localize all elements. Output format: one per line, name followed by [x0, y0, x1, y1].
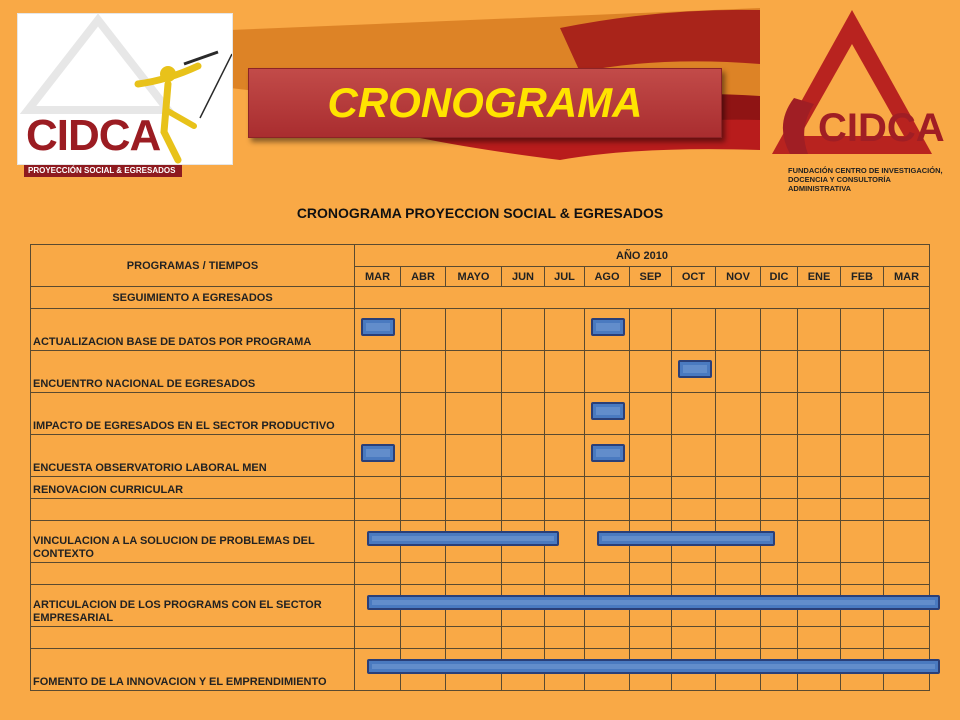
month-cell	[585, 351, 630, 393]
month-header: AGO	[585, 267, 630, 287]
month-cell	[630, 351, 672, 393]
month-cell	[401, 627, 446, 649]
month-cell	[355, 393, 401, 435]
month-cell	[798, 435, 841, 477]
spacer-label	[31, 627, 355, 649]
month-cell	[798, 393, 841, 435]
month-cell	[716, 435, 761, 477]
month-cell	[716, 477, 761, 499]
month-cell	[841, 563, 884, 585]
month-cell	[672, 351, 716, 393]
cidca-logo-left	[18, 14, 232, 175]
banner-title: CRONOGRAMA	[327, 79, 643, 126]
month-cell	[672, 477, 716, 499]
month-cell	[630, 649, 672, 691]
schedule-row	[31, 521, 930, 563]
schedule-row	[31, 627, 930, 649]
left-logo-word: CIDCA	[26, 111, 161, 160]
month-cell	[761, 309, 798, 351]
month-cell	[502, 585, 545, 627]
month-cell	[502, 627, 545, 649]
month-cell	[401, 585, 446, 627]
month-cell	[841, 477, 884, 499]
month-cell	[630, 585, 672, 627]
month-cell	[401, 499, 446, 521]
month-header: SEP	[630, 267, 672, 287]
month-cell	[355, 499, 401, 521]
month-cell	[502, 309, 545, 351]
activity-label: ENCUENTRO NACIONAL DE EGRESADOS	[31, 351, 355, 393]
right-logo-word: CIDCA	[818, 106, 945, 150]
month-cell	[545, 435, 585, 477]
month-cell	[761, 563, 798, 585]
schedule-row	[31, 563, 930, 585]
month-cell	[841, 649, 884, 691]
month-header: NOV	[716, 267, 761, 287]
month-cell	[630, 499, 672, 521]
month-header: ABR	[401, 267, 446, 287]
month-cell	[401, 477, 446, 499]
activity-label: RENOVACION CURRICULAR	[31, 477, 355, 499]
month-cell	[798, 521, 841, 563]
month-cell	[585, 393, 630, 435]
month-cell	[401, 351, 446, 393]
schedule-table	[30, 244, 930, 691]
month-cell	[545, 585, 585, 627]
month-cell	[761, 435, 798, 477]
month-cell	[884, 309, 930, 351]
month-header: MAYO	[446, 267, 502, 287]
month-cell	[446, 351, 502, 393]
month-header: OCT	[672, 267, 716, 287]
month-cell	[446, 499, 502, 521]
month-cell	[761, 477, 798, 499]
month-cell	[716, 499, 761, 521]
month-cell	[716, 585, 761, 627]
month-cell	[630, 477, 672, 499]
month-cell	[884, 563, 930, 585]
month-cell	[502, 649, 545, 691]
activity-label: IMPACTO DE EGRESADOS EN EL SECTOR PRODUCTIVO	[31, 393, 355, 435]
month-cell	[545, 627, 585, 649]
month-cell	[585, 435, 630, 477]
schedule-row	[31, 499, 930, 521]
month-cell	[761, 351, 798, 393]
section-seguimiento-egresados: SEGUIMIENTO A EGRESADOS	[31, 287, 355, 309]
schedule-row	[31, 649, 930, 691]
activity-label: ACTUALIZACION BASE DE DATOS POR PROGRAMA	[31, 309, 355, 351]
month-cell	[841, 351, 884, 393]
month-cell	[401, 435, 446, 477]
month-cell	[585, 477, 630, 499]
month-header: FEB	[841, 267, 884, 287]
month-header: MAR	[884, 267, 930, 287]
month-cell	[630, 563, 672, 585]
spacer-label	[31, 499, 355, 521]
left-logo-tagline: PROYECCIÓN SOCIAL & EGRESADOS	[24, 165, 182, 177]
month-cell	[401, 309, 446, 351]
month-header: JUN	[502, 267, 545, 287]
month-cell	[502, 477, 545, 499]
month-cell	[716, 627, 761, 649]
month-cell	[545, 499, 585, 521]
month-cell	[585, 499, 630, 521]
month-cell	[446, 521, 502, 563]
month-cell	[585, 521, 630, 563]
month-cell	[630, 521, 672, 563]
programas-tiempos-header: PROGRAMAS / TIEMPOS	[31, 245, 355, 287]
month-cell	[716, 351, 761, 393]
month-cell	[630, 393, 672, 435]
month-cell	[761, 627, 798, 649]
month-header: MAR	[355, 267, 401, 287]
year-header: AÑO 2010	[355, 245, 930, 267]
month-cell	[401, 521, 446, 563]
month-cell	[884, 351, 930, 393]
month-cell	[446, 393, 502, 435]
month-cell	[841, 309, 884, 351]
month-cell	[446, 477, 502, 499]
month-cell	[798, 627, 841, 649]
month-cell	[585, 627, 630, 649]
schedule-row	[31, 393, 930, 435]
month-cell	[716, 309, 761, 351]
month-cell	[841, 585, 884, 627]
month-cell	[502, 563, 545, 585]
month-cell	[585, 649, 630, 691]
month-cell	[355, 649, 401, 691]
cidca-logo-right	[768, 4, 948, 194]
activity-label: FOMENTO DE LA INNOVACION Y EL EMPRENDIMIENTO	[31, 649, 355, 691]
month-cell	[545, 477, 585, 499]
month-cell	[446, 649, 502, 691]
month-cell	[545, 521, 585, 563]
month-cell	[672, 499, 716, 521]
month-cell	[502, 499, 545, 521]
month-cell	[585, 309, 630, 351]
month-cell	[841, 393, 884, 435]
month-cell	[446, 563, 502, 585]
month-cell	[446, 627, 502, 649]
month-cell	[884, 435, 930, 477]
month-cell	[672, 563, 716, 585]
month-cell	[884, 585, 930, 627]
month-cell	[761, 649, 798, 691]
month-cell	[545, 351, 585, 393]
month-cell	[355, 627, 401, 649]
month-cell	[884, 393, 930, 435]
month-cell	[841, 435, 884, 477]
month-cell	[545, 563, 585, 585]
month-cell	[884, 499, 930, 521]
month-cell	[672, 627, 716, 649]
month-cell	[672, 521, 716, 563]
month-cell	[585, 585, 630, 627]
month-cell	[545, 309, 585, 351]
month-cell	[841, 521, 884, 563]
month-cell	[884, 649, 930, 691]
month-cell	[672, 393, 716, 435]
month-cell	[884, 477, 930, 499]
month-cell	[355, 309, 401, 351]
month-cell	[355, 521, 401, 563]
month-cell	[502, 521, 545, 563]
month-cell	[884, 627, 930, 649]
month-cell	[502, 351, 545, 393]
month-cell	[798, 563, 841, 585]
month-cell	[716, 563, 761, 585]
month-cell	[355, 351, 401, 393]
month-cell	[355, 563, 401, 585]
month-header: DIC	[761, 267, 798, 287]
activity-label: VINCULACION A LA SOLUCION DE PROBLEMAS DEL CONTEXTO	[31, 521, 355, 563]
month-cell	[630, 309, 672, 351]
month-cell	[672, 309, 716, 351]
month-cell	[672, 435, 716, 477]
month-cell	[761, 585, 798, 627]
month-cell	[672, 585, 716, 627]
month-cell	[761, 521, 798, 563]
month-header: JUL	[545, 267, 585, 287]
month-cell	[401, 393, 446, 435]
month-cell	[798, 585, 841, 627]
month-cell	[672, 649, 716, 691]
month-cell	[798, 499, 841, 521]
month-header: ENE	[798, 267, 841, 287]
schedule-row	[31, 435, 930, 477]
spacer-label	[31, 563, 355, 585]
schedule-row	[31, 585, 930, 627]
month-cell	[884, 521, 930, 563]
month-cell	[798, 477, 841, 499]
section-empty-span	[355, 287, 930, 309]
month-cell	[446, 585, 502, 627]
month-cell	[355, 435, 401, 477]
month-cell	[401, 563, 446, 585]
month-cell	[798, 309, 841, 351]
month-cell	[841, 499, 884, 521]
month-cell	[585, 563, 630, 585]
month-cell	[355, 477, 401, 499]
month-cell	[716, 393, 761, 435]
schedule-row	[31, 309, 930, 351]
schedule-row	[31, 351, 930, 393]
month-cell	[798, 649, 841, 691]
month-cell	[446, 435, 502, 477]
activity-label: ARTICULACION DE LOS PROGRAMS CON EL SECTOR EMPRESARIAL	[31, 585, 355, 627]
schedule-row	[31, 477, 930, 499]
month-cell	[446, 309, 502, 351]
month-cell	[841, 627, 884, 649]
month-cell	[630, 627, 672, 649]
cronograma-banner	[248, 68, 722, 138]
month-cell	[798, 351, 841, 393]
right-logo-subtitle: FUNDACIÓN CENTRO DE INVESTIGACIÓN, DOCENCIA Y CONSULTORÍA ADMINISTRATIVA	[788, 166, 943, 193]
month-cell	[630, 435, 672, 477]
month-cell	[761, 499, 798, 521]
table-title: CRONOGRAMA PROYECCION SOCIAL & EGRESADOS	[296, 205, 664, 221]
activity-label: ENCUESTA OBSERVATORIO LABORAL MEN	[31, 435, 355, 477]
month-cell	[716, 649, 761, 691]
month-cell	[716, 521, 761, 563]
month-cell	[502, 393, 545, 435]
month-cell	[502, 435, 545, 477]
month-cell	[545, 393, 585, 435]
month-cell	[355, 585, 401, 627]
month-cell	[545, 649, 585, 691]
month-cell	[761, 393, 798, 435]
month-cell	[401, 649, 446, 691]
